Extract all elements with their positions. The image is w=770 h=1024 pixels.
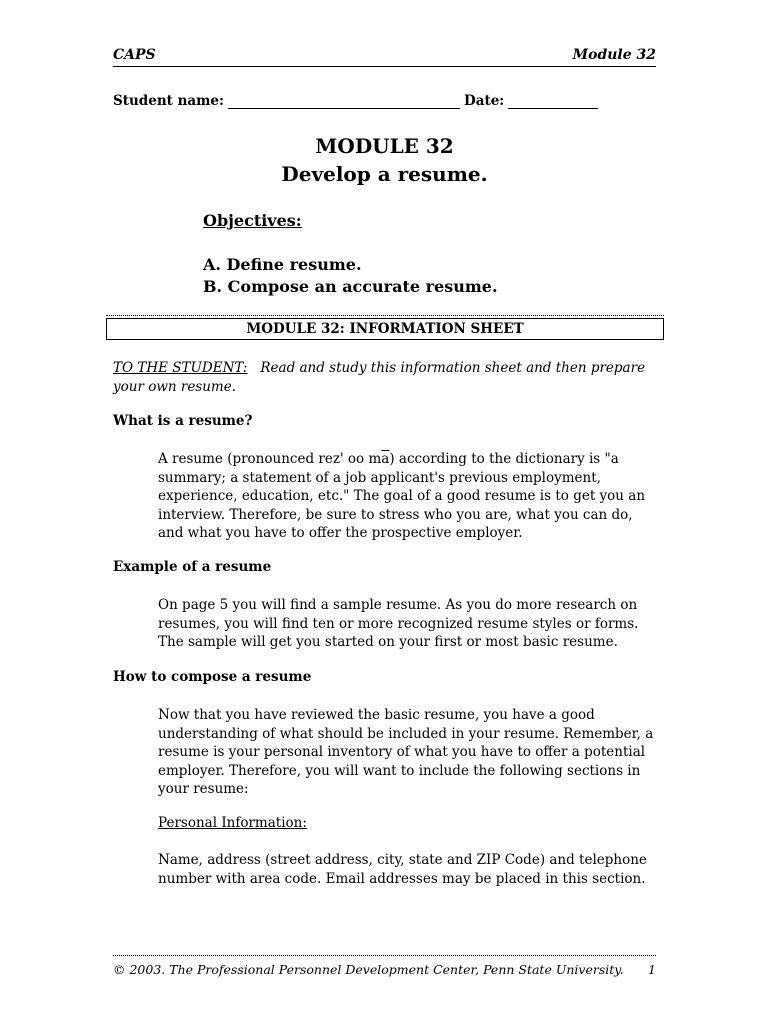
student-name-field[interactable] [228, 94, 460, 109]
module-title [113, 132, 656, 188]
footer-copyright: © 2003. The Professional Personnel Development Center, Penn State University. [113, 961, 624, 977]
objective-item: A. Define resume. [203, 255, 362, 274]
section-heading: How to compose a resume [113, 669, 312, 685]
header-left: CAPS [113, 47, 156, 63]
student-info-row [113, 93, 602, 109]
section-paragraph: Now that you have reviewed the basic resume, you have a good understanding of what should be included in your resume. Remember, a resume is your personal inventory of what you have to offer a potential employer. Therefore, you will want to include the following sections in your resume: [158, 707, 654, 797]
date-label: Date: [464, 93, 505, 109]
section-heading: Example of a resume [113, 559, 272, 575]
section-heading: What is a resume? [113, 413, 253, 429]
section-paragraph: A resume (pronounced rez' oo $m\overline{a}$) according to the dictionary is "a summary; a statement of a job applicant's previous employment, experience, education, etc." The goal of a good resume is to get you an interview. Therefore, be sure to stress who you are, what you can do, and what you have to offer the prospective employer. [158, 451, 646, 541]
page-number: 1 [648, 961, 656, 977]
module-title-line1: MODULE 32 [315, 134, 454, 158]
personal-info-heading: Personal Information: [158, 815, 307, 831]
to-student-note [113, 359, 663, 397]
section-paragraph: On page 5 you will find a sample resume. As you do more research on resumes, you will find ten or more recognized resume styles or forms. The sample will get you started on your first or most basic resume. [158, 597, 639, 650]
personal-info-paragraph: Name, address (street address, city, state and ZIP Code) and telephone number with area code. Email addresses may be placed in this section. [158, 852, 647, 887]
header-right: Module 32 [572, 47, 656, 63]
to-student-text: Read and study this information sheet and then prepare your own resume. [113, 360, 646, 395]
objectives-heading: Objectives: [203, 211, 302, 230]
objectives-list [203, 254, 498, 298]
information-sheet-banner: MODULE 32: INFORMATION SHEET [106, 318, 664, 340]
student-name-label: Student name: [113, 93, 224, 109]
page-header [113, 46, 656, 67]
page-footer [113, 955, 656, 982]
to-student-label: TO THE STUDENT: [113, 360, 248, 376]
module-title-line2: Develop a resume. [281, 162, 488, 186]
date-field[interactable] [508, 94, 598, 109]
objective-item: B. Compose an accurate resume. [203, 277, 498, 296]
